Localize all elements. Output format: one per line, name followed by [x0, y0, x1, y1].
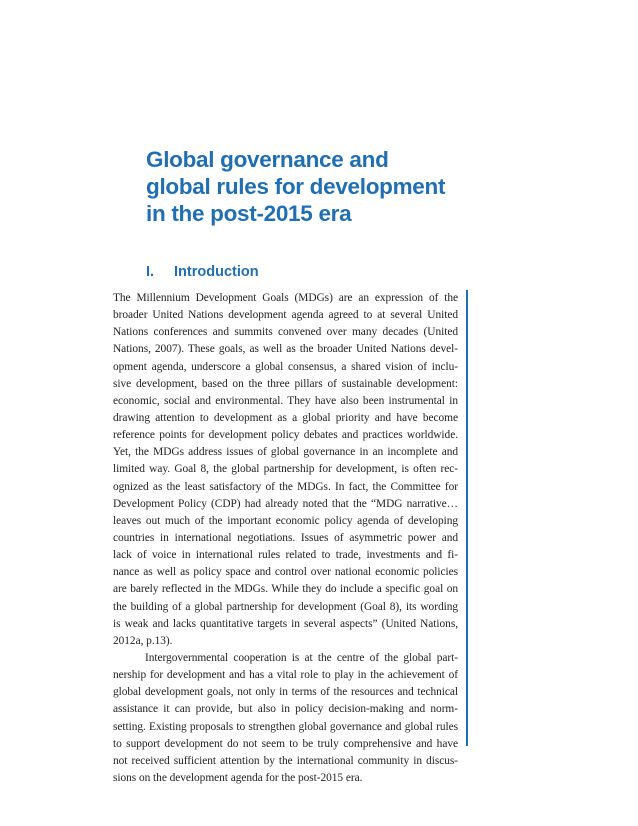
text-line: Nations conferences and summits convened over many decades (United	[113, 326, 458, 339]
title-line: Global governance and	[146, 147, 389, 172]
text-line: broader United Nations development agenda agreed to at several United	[113, 309, 458, 322]
text-line: lack of voice in international rules related to trade, investments and fi-	[113, 549, 458, 562]
title-line: in the post-2015 era	[146, 201, 352, 226]
text-line: The Millennium Development Goals (MDGs) are an expression of the	[113, 292, 458, 304]
paragraph	[113, 290, 458, 650]
section-number: I.	[146, 264, 155, 280]
section-heading	[146, 262, 259, 282]
text-line: nership for development and has a vital role to play in the achievement of	[113, 669, 458, 682]
page-title	[146, 146, 526, 227]
text-line: leaves out much of the important economic policy agenda of developing	[113, 514, 458, 527]
text-line: Intergovernmental cooperation is at the centre of the global part-	[145, 651, 458, 664]
text-line: is weak and lacks quantitative targets in several aspects” (United Nations,	[113, 617, 458, 630]
margin-rule	[466, 290, 468, 746]
section-title: Introduction	[174, 264, 259, 280]
text-line: sive development, based on the three pillars of sustainable development:	[113, 377, 458, 390]
text-line: the building of a global partnership for development (Goal 8), its wording	[113, 600, 458, 613]
text-line: reference points for development policy debates and practices worldwide.	[113, 429, 458, 442]
text-line: limited way. Goal 8, the global partnership for development, is often rec-	[113, 463, 458, 476]
text-line: ognized as the least satisfactory of the MDGs. In fact, the Committee for	[113, 480, 458, 493]
text-line: to support development do not seem to be truly comprehensive and have	[113, 737, 458, 750]
text-line: assistance it can provide, but also in policy decision-making and norm-	[113, 703, 458, 716]
text-line: global development goals, not only in terms of the resources and technical	[113, 686, 458, 699]
text-line: economic, social and environmental. They have also been instrumental in	[113, 394, 458, 407]
paragraph	[113, 650, 458, 787]
text-line: setting. Existing proposals to strengthen global governance and global rules	[113, 720, 458, 733]
text-line: countries in international negotiations. Issues of asymmetric power and	[113, 531, 458, 544]
title-line: global rules for development	[146, 174, 446, 199]
text-line: nance as well as policy space and control over national economic policies	[113, 566, 458, 579]
text-line: Yet, the MDGs address issues of global governance in an incomplete and	[113, 446, 458, 459]
text-line: sions on the development agenda for the post-2015 era.	[113, 771, 363, 784]
text-line: Nations, 2007). These goals, as well as the broader United Nations devel-	[113, 343, 458, 356]
text-line: drawing attention to development as a global priority and have become	[113, 411, 458, 424]
text-line: not received sufficient attention by the international community in discus-	[113, 754, 458, 767]
body-text	[113, 290, 458, 787]
text-line: Development Policy (CDP) had already noted that the “MDG narrative…	[113, 497, 458, 510]
text-line: 2012a, p.13).	[113, 634, 173, 647]
text-line: opment agenda, underscore a global consensus, a shared vision of inclu-	[113, 360, 458, 373]
text-line: are barely reflected in the MDGs. While they do include a specific goal on	[113, 583, 458, 596]
